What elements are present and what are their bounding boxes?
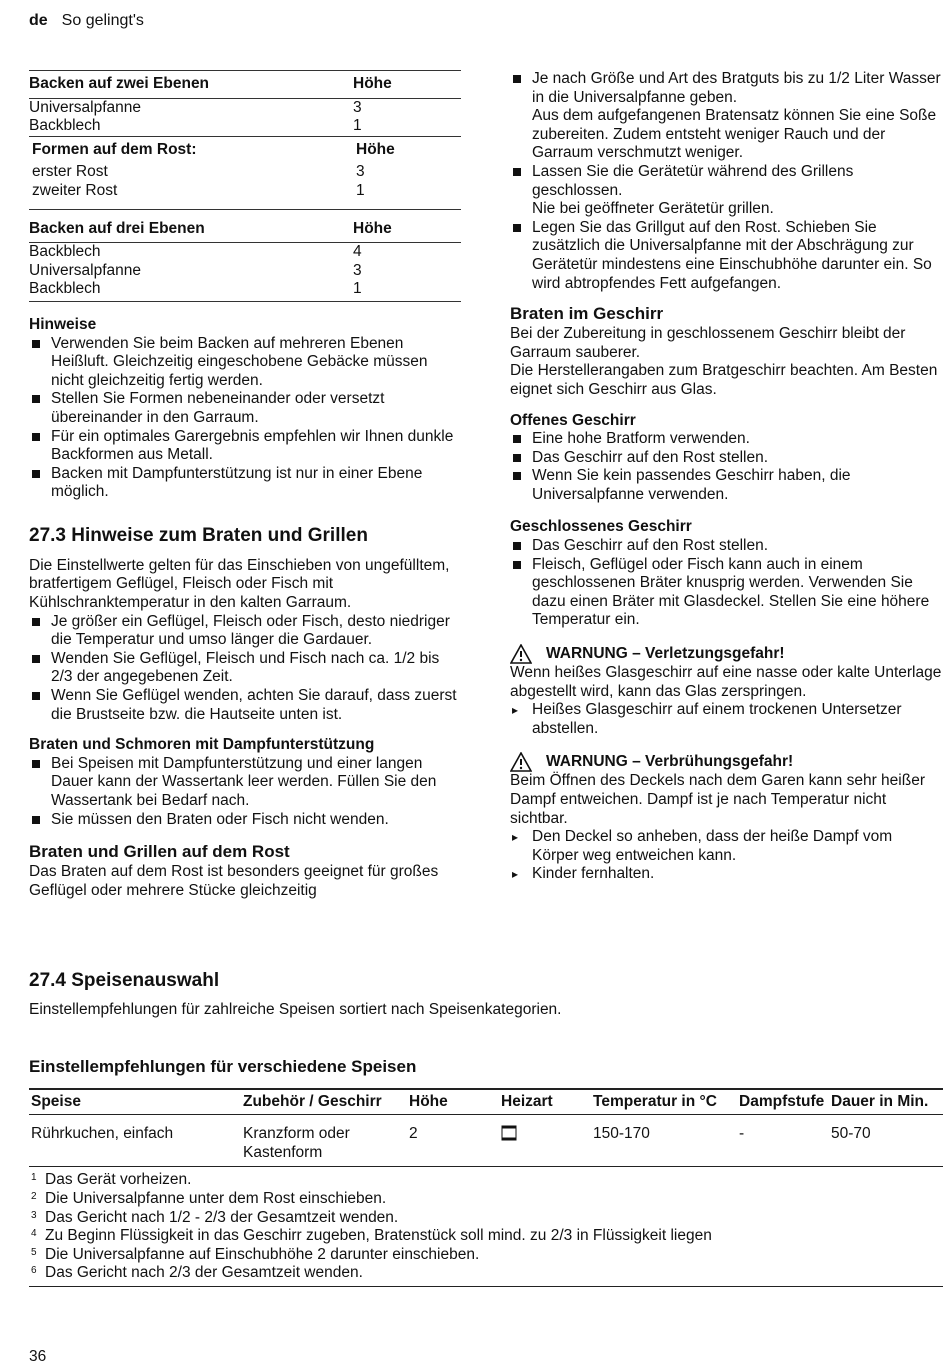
table-cell: 3 — [356, 163, 365, 181]
list-item: Je größer ein Geflügel, Fleisch oder Fisch, desto niedriger die Temperatur und umso länger die Gardauer. — [29, 613, 461, 650]
rack-roast-title: Braten und Grillen auf dem Rost — [29, 842, 290, 862]
list-item: ▸ Den Deckel so anheben, dass der heiße Dampf vom Körper weg entweichen kann. — [510, 828, 942, 865]
table-cell: 150-170 — [593, 1125, 650, 1143]
table-cell: 3 — [353, 98, 461, 117]
roast-tips-list — [29, 613, 461, 725]
steam-roast-list — [29, 755, 461, 829]
list-item: Eine hohe Bratform verwenden. — [510, 430, 942, 449]
table-cell: zweiter Rost — [32, 181, 118, 199]
warning-triangle-icon — [510, 752, 532, 772]
list-item: Fleisch, Geflügel oder Fisch kann auch in einem geschlossenen Bräter knusprig werden. Verwenden Sie dazu einen Bräter mit Glasdeckel. Stellen Sie eine höhere Temperatur ein. — [510, 556, 942, 630]
section-27-4 — [29, 969, 943, 1287]
table-cell: Rührkuchen, einfach — [31, 1125, 174, 1143]
table-cell: Universalpfanne — [29, 98, 353, 117]
section-intro: Einstellempfehlungen für zahlreiche Speisen sortiert nach Speisenkategorien. — [29, 1001, 562, 1018]
column-header: Zubehör / Geschirr — [243, 1092, 382, 1110]
warning-scald — [510, 752, 942, 772]
section-intro: Die Einstellwerte gelten für das Einschieben von ungefülltem, bratfertigem Geflügel, Fleisch oder Fisch mit Kühlschranktemperatur in den kalten Garraum. — [29, 556, 450, 612]
notes-title: Hinweise — [29, 315, 97, 333]
table-cell: 2 — [409, 1125, 418, 1143]
list-item: Für ein optimales Garergebnis empfehlen wir Ihnen dunkle Backformen aus Metall. — [29, 428, 461, 465]
grill-tips-list — [510, 70, 942, 293]
table-title: Einstellempfehlungen für verschiedene Speisen — [29, 1056, 417, 1076]
table-cell — [499, 1115, 591, 1167]
footnote: 5 Die Universalpfanne auf Einschubhöhe 2 darunter einschieben. — [31, 1245, 480, 1263]
table-cell: 1 — [353, 117, 362, 135]
table-head: Formen auf dem Rost: — [29, 136, 353, 163]
left-column — [29, 70, 461, 900]
table-cell: Backblech — [29, 243, 353, 262]
table-head: Backen auf drei Ebenen — [29, 219, 205, 237]
table-row — [29, 1115, 943, 1167]
list-item: Wenn Sie kein passendes Geschirr haben, die Universalpfanne verwenden. — [510, 467, 942, 504]
table-two-levels — [29, 70, 461, 302]
table-cell: Universalpfanne — [29, 261, 142, 279]
cookware-paragraph: Bei der Zubereitung in geschlossenem Geschirr bleibt der Garraum sauberer. — [510, 325, 906, 361]
open-cookware-title: Offenes Geschirr — [510, 411, 636, 429]
list-item: Je nach Größe und Art des Bratguts bis zu 1/2 Liter Wasser in die Universalpfanne geben. Aus dem aufgefangenen Bratensatz können Sie eine Soße zubereiten. Zudem entsteht weniger Rauch und der Garraum verschmutzt weniger. — [510, 70, 942, 163]
open-cookware-list — [510, 430, 942, 504]
footnotes — [29, 1171, 943, 1287]
list-item: Das Geschirr auf den Rost stellen. — [510, 449, 942, 468]
column-header: Heizart — [501, 1092, 553, 1110]
table-head: Backen auf zwei Ebenen — [29, 75, 210, 92]
warning-actions — [510, 701, 942, 738]
list-item: ▸ Kinder fernhalten. — [510, 865, 942, 884]
column-header: Höhe — [409, 1092, 448, 1110]
closed-cookware-title: Geschlossenes Geschirr — [510, 518, 692, 536]
column-header: Temperatur in °C — [593, 1092, 717, 1110]
warning-injury — [510, 644, 942, 664]
table-head-col: Höhe — [353, 219, 392, 237]
cookware-roast-title: Braten im Geschirr — [510, 304, 664, 324]
page-header — [29, 12, 144, 31]
page-number: 36 — [29, 1348, 47, 1365]
table-cell: 1 — [353, 280, 362, 298]
warning-text: Beim Öffnen des Deckels nach dem Garen kann sehr heißer Dampf entweichen. Dampf ist je nach Temperatur nicht sichtbar. — [510, 772, 925, 827]
column-header: Dampfstufe — [739, 1092, 825, 1110]
language-code: de — [29, 12, 48, 29]
notes-block — [29, 316, 461, 502]
warning-triangle-icon — [510, 644, 532, 664]
steam-roast-title: Braten und Schmoren mit Dampfunterstützung — [29, 736, 375, 754]
list-item: ▸ Heißes Glasgeschirr auf einem trockenen Untersetzer abstellen. — [510, 701, 942, 738]
rack-roast-text: Das Braten auf dem Rost ist besonders geeignet für großes Geflügel oder mehrere Stücke gleichzeitig — [29, 863, 439, 899]
cookware-paragraph: Die Herstellerangaben zum Bratgeschirr beachten. Am Besten eignet sich Geschirr aus Glas. — [510, 362, 938, 398]
warning-title: WARNUNG – Verbrühungsgefahr! — [546, 753, 794, 771]
list-item: Lassen Sie die Gerätetür während des Grillens geschlossen. Nie bei geöffneter Gerätetür grillen. — [510, 163, 942, 219]
table-header-row — [29, 1089, 943, 1115]
column-header: Speise — [31, 1092, 81, 1110]
table-cell: 1 — [356, 181, 365, 199]
table-cell: Backblech — [29, 280, 101, 298]
table-head-col: Höhe — [353, 136, 461, 163]
table-cell: 50-70 — [831, 1125, 871, 1143]
closed-cookware-list — [510, 537, 942, 630]
section-title-27-4: 27.4 Speisenauswahl — [29, 970, 220, 991]
list-item: Wenden Sie Geflügel, Fleisch und Fisch nach ca. 1/2 bis 2/3 der angegebenen Zeit. — [29, 650, 461, 687]
list-item: Das Geschirr auf den Rost stellen. — [510, 537, 942, 556]
column-header: Dauer in Min. — [831, 1092, 929, 1110]
list-item: Stellen Sie Formen nebeneinander oder versetzt übereinander in den Garraum. — [29, 390, 461, 427]
footnote: 4 Zu Beginn Flüssigkeit in das Geschirr zugeben, Bratenstück soll mind. zu 2/3 in Flüssigkeit liegen — [31, 1227, 712, 1245]
list-item: Wenn Sie Geflügel wenden, achten Sie darauf, dass zuerst die Brustseite bzw. die Hautseite unten ist. — [29, 687, 461, 724]
footnote: 6 Das Gericht nach 2/3 der Gesamtzeit wenden. — [31, 1264, 363, 1282]
table-cell: - — [739, 1125, 745, 1143]
warning-actions — [510, 828, 942, 884]
right-column — [510, 70, 942, 884]
top-bottom-heat-icon — [501, 1125, 517, 1141]
table-cell: 4 — [353, 243, 461, 262]
footnote: 2 Die Universalpfanne unter dem Rost einschieben. — [31, 1189, 387, 1207]
section-title-27-3: 27.3 Hinweise zum Braten und Grillen — [29, 524, 368, 546]
footnote: 3 Das Gericht nach 1/2 - 2/3 der Gesamtzeit wenden. — [31, 1208, 399, 1226]
table-cell: erster Rost — [32, 163, 108, 181]
warning-text: Wenn heißes Glasgeschirr auf eine nasse oder kalte Unterlage abgestellt wird, kann das Glas zerspringen. — [510, 664, 942, 700]
list-item: Legen Sie das Grillgut auf den Rost. Schieben Sie zusätzlich die Universalpfanne mit der Abschrägung zur Gerätetür mindestens eine Einschubhöhe darunter ein. So wird abtropfendes Fett aufgefangen. — [510, 219, 942, 293]
footnote: 1 Das Gerät vorheizen. — [31, 1171, 192, 1189]
list-item: Sie müssen den Braten oder Fisch nicht wenden. — [29, 811, 461, 830]
list-item: Bei Speisen mit Dampfunterstützung und einer langen Dauer kann der Wassertank leer werden. Füllen Sie den Wassertank bei Bedarf nach. — [29, 755, 461, 811]
table-cell: Kranzform oder Kastenform — [243, 1125, 350, 1161]
chapter-title: So gelingt's — [61, 12, 144, 29]
notes-list — [29, 335, 461, 502]
warning-title: WARNUNG – Verletzungsgefahr! — [546, 644, 785, 662]
table-cell: 3 — [353, 261, 362, 279]
table-cell: Backblech — [29, 117, 101, 135]
table-head-col: Höhe — [353, 75, 392, 92]
list-item: Backen mit Dampfunterstützung ist nur in einer Ebene möglich. — [29, 465, 461, 502]
settings-table — [29, 1088, 943, 1168]
list-item: Verwenden Sie beim Backen auf mehreren Ebenen Heißluft. Gleichzeitig eingeschobene Gebäcke müssen nicht gleichzeitig fertig werden. — [29, 335, 461, 391]
